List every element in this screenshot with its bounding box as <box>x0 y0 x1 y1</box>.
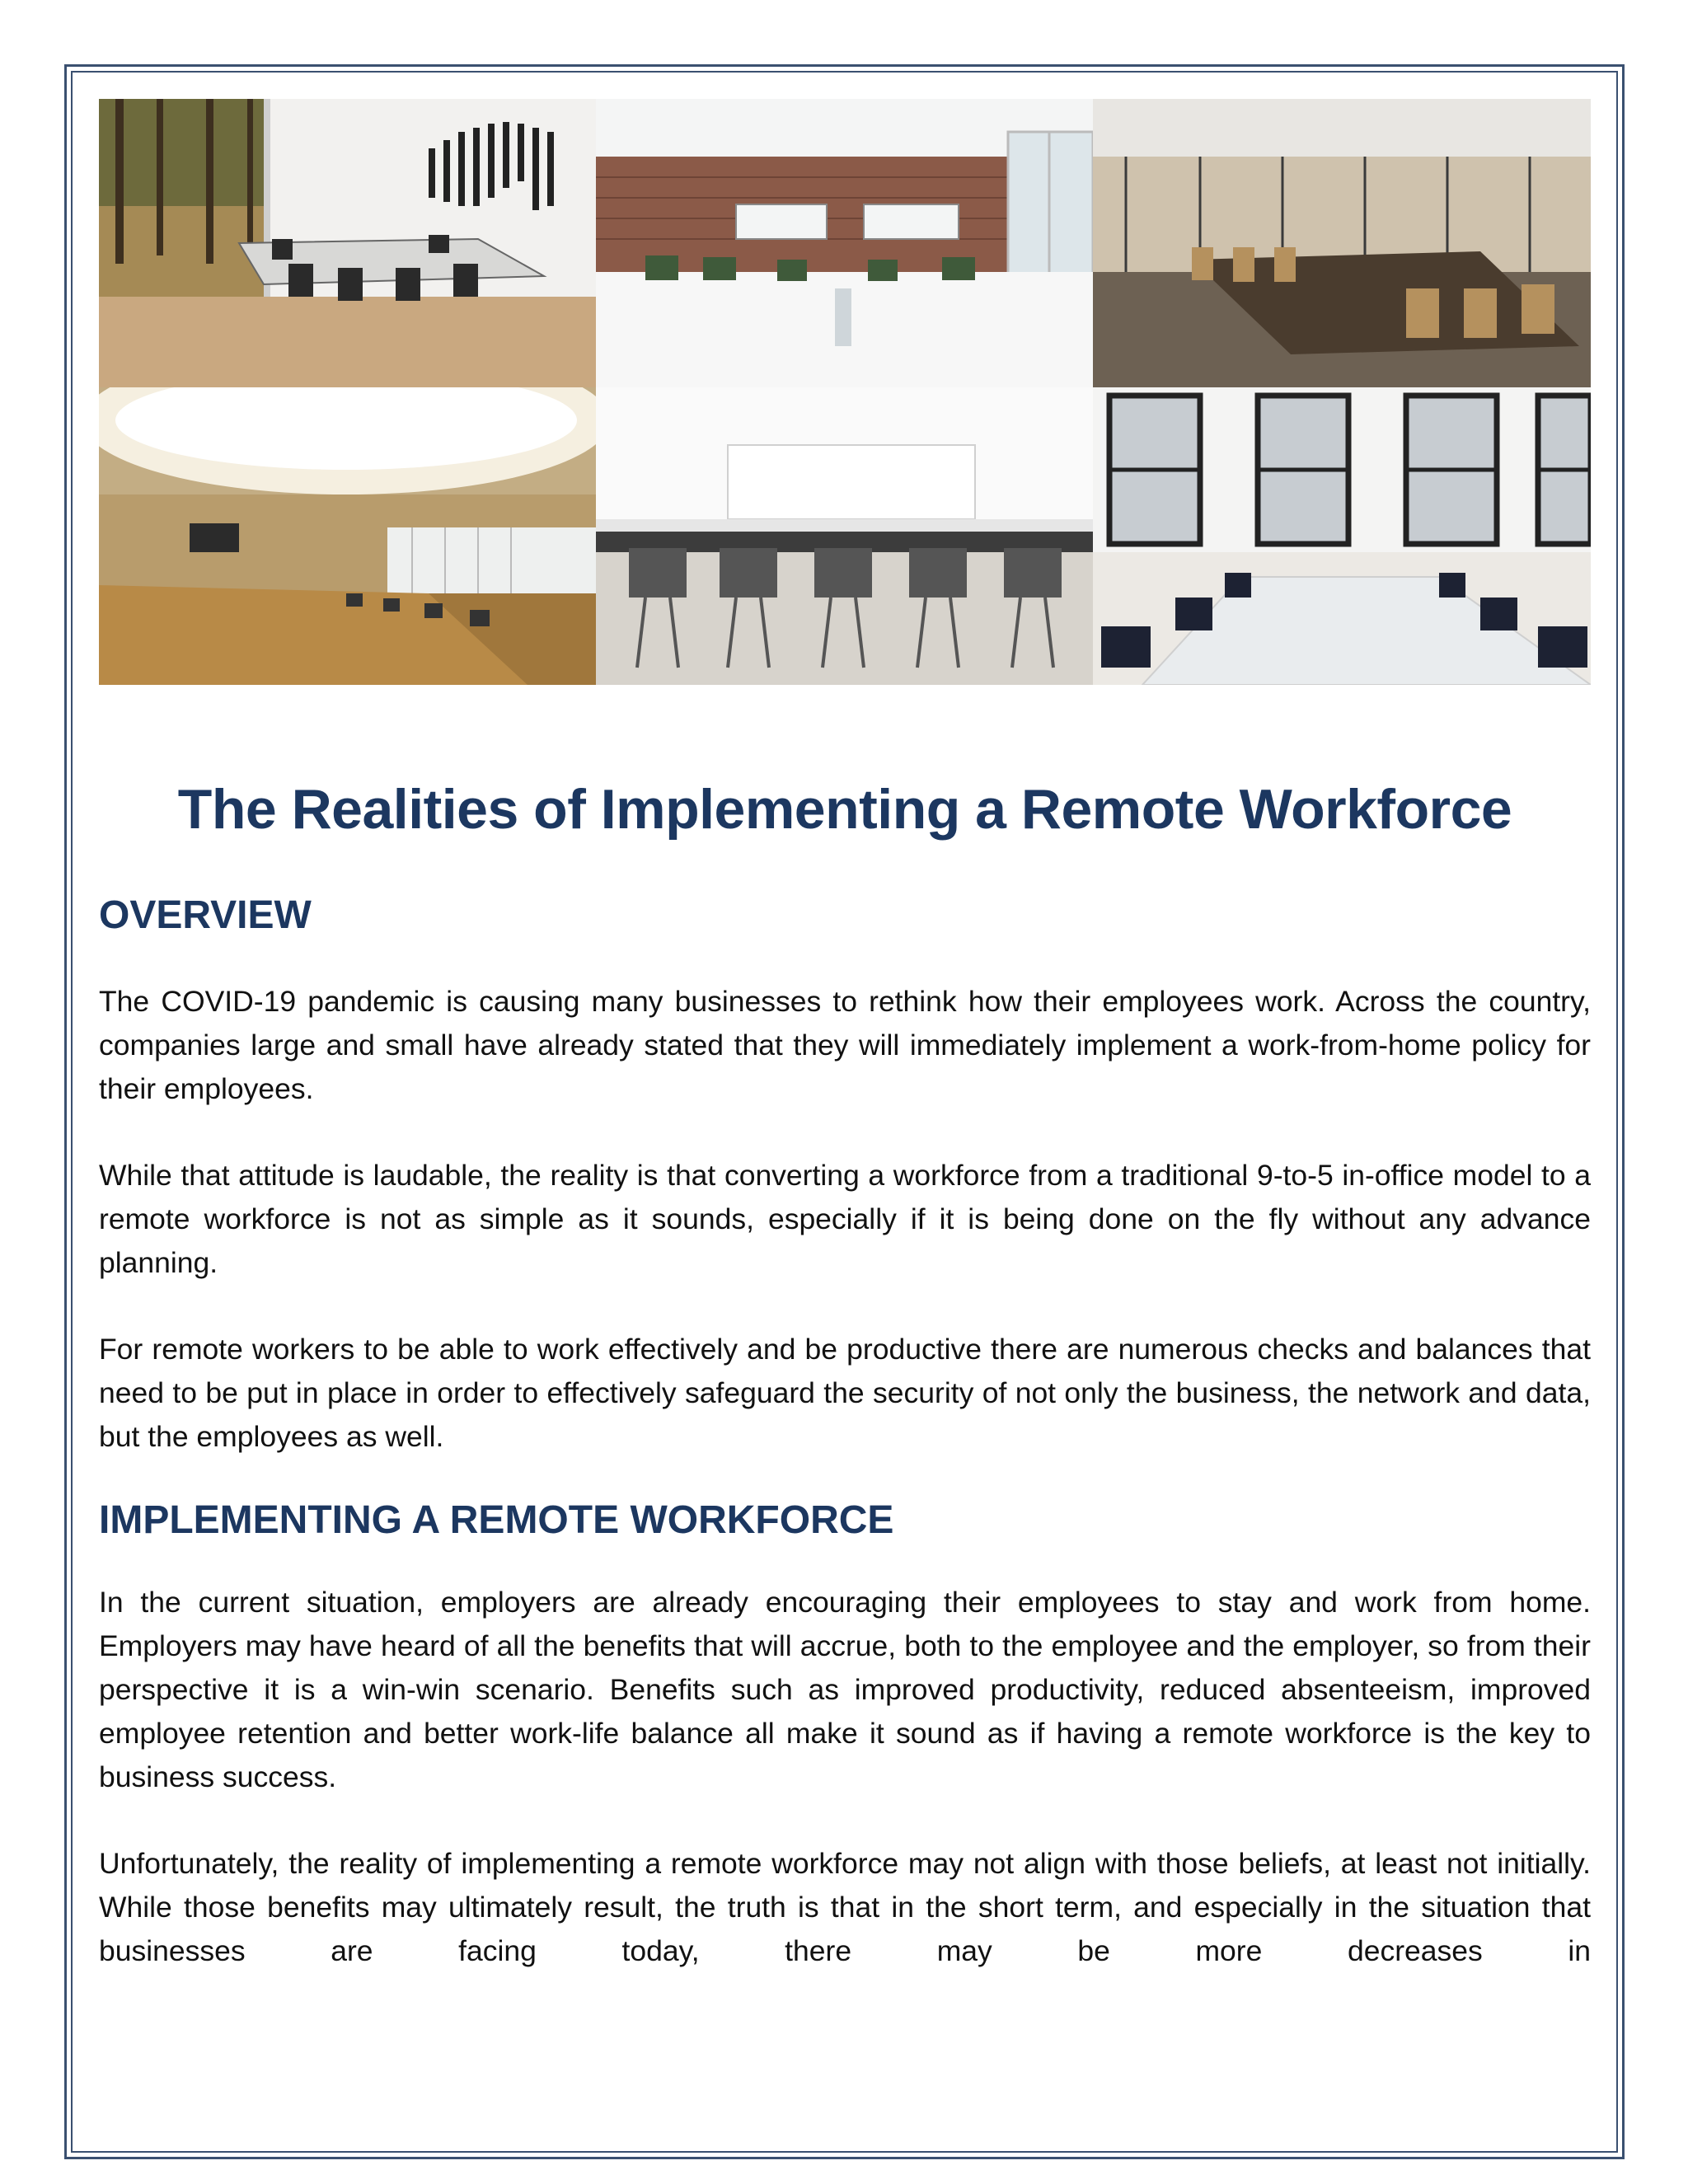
collage-photo-conference-room-brick-wall <box>596 99 1093 387</box>
document-body <box>99 742 1591 1973</box>
paragraph-implementing-2: Unfortunately, the reality of implementing a remote workforce may not align with those beliefs, at least not initially. While those benefits may ultimately result, the truth is that in the short term, and especially in the situation that businesses are facing today, there may be more decreases in <box>99 1846 1591 1967</box>
document-title: The Realities of Implementing a Remote Workforce <box>177 778 1512 841</box>
collage-photo-conference-room-city-windows <box>1093 99 1591 387</box>
section-heading-implementing: IMPLEMENTING A REMOTE WORKFORCE <box>99 1498 894 1543</box>
paragraph-overview-1: The COVID-19 pandemic is causing many businesses to rethink how their employees work. Across the country, companies large and small have already stated that they will immediately implement a work-from-home policy for their employees. <box>99 985 1591 1106</box>
collage-photo-conference-room-tall-windows <box>1093 387 1591 685</box>
paragraph-implementing-1: In the current situation, employers are already encouraging their employees to stay and work from home. Employers may have heard of all the benefits that will accrue, both to the employee and the employer, so from their perspective it is a win-win scenario. Benefits such as improved productivity, reduced absenteeism, improved employee retention and better work-life balance all make it sound as if having a remote workforce is the key to business success. <box>99 1585 1591 1793</box>
collage-photo-conference-room-curved-ceiling <box>99 387 596 685</box>
paragraph-overview-3: For remote workers to be able to work effectively and be productive there are numerous checks and balances that need to be put in place in order to effectively safeguard the security of not only the business, the network and data, but the employees as well. <box>99 1333 1591 1454</box>
collage-photo-conference-room-forest-view <box>99 99 596 387</box>
collage-photo-conference-room-white-table <box>596 387 1093 685</box>
photo-collage <box>99 99 1591 685</box>
paragraph-overview-2: While that attitude is laudable, the reality is that converting a workforce from a traditional 9-to-5 in-office model to a remote workforce is not as simple as it sounds, especially if it is being done on the fly without any advance planning. <box>99 1159 1591 1280</box>
section-heading-overview: OVERVIEW <box>99 893 312 937</box>
